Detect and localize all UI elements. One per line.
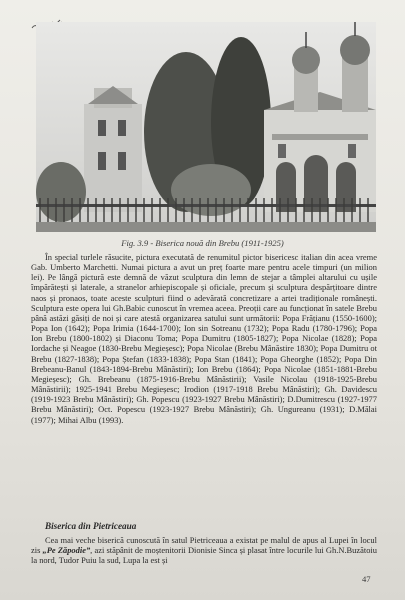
section-heading: Biserica din Pietriceaua [45,521,137,531]
paragraph: În special turlele răsucite, pictura executată de renumitul pictor bisericesc italian din acea vreme Gab. Umberto Marchetti. Numai pictura a avut un preț foarte mare pentru acele timpuri (un milion lei). Pe lângă pictură este demnă de văzut sculptura din lemn de stejar a tâmplei altarului cu ușile împărătești și laterale, a stranelor arhiepiscopale și oficiale, precum și sculptura despărțitoare dintre naos și pronaos, toate aceste sculpturi fiind o adevărată concretizare a artei tradiționale românești. Sculptura este opera lui Gh.Babic cunoscut în vremea aceea. Preoții care au funcționat în satele Brebu până astăzi găsiți de noi și care atestă organizarea satului sunt următorii: Popa Frățianu (1550-1600); Popa Ion (1642); Popa Irimia (1644-1700); Ion sin Sotreanu (1732); Popa Radu (1780-1796); Popa Ion Brebu (1800-1802) și Diaconu Toma; Popa Dumitru (1805-1827); Popa Nicolae (1828); Popa Iordache și Neagoe (1830-Brebu Megieșesc); Popa Nicolae (Brebu Mânăstire 1830); Popa Dumitru ot Brebu (1827-1838); Popa Ștefan (1833-1838); Popa Stan (1841); Popa Gheorghe (1852); Popa Din Brebeanu-Banul (1843-1894-Brebu Mânăstiri); Ion Brebu (1864); Popa Nicolae (1851-1881-Brebu Megieșesc); Gh. Brebeanu (1875-1916-Brebu Mânăstirii); Vasile Nicolau (1918-1925-Brebu Mânăstirii); 1925-1941 Brebu Megieșesc; Irodion (1917-1918 Brebu Mânăstiri); Gh. Davidescu (1919-1923 Brebu Mânăstiri); Gh. Popescu (1923-1927 Brebu Mânăstiri); D.Dumitrescu (1927-1977 Brebu Mânăstiri); Oct. Popescu (1923-1927 Brebu Mânăstiri); Gh. Ungureanu (1931); D.Mălai (1977); Mihai Albu (1993). [31,252,377,425]
main-text [31,252,377,425]
paragraph [31,535,377,565]
text-run: , azi stăpânit de moștenitorii Dionisie Sinca și plasat între locurile lui Gh.N.Buzătoiu la nord, Tudor Puiu la sud, Lupa la est și [31,545,377,566]
figure-caption: Fig. 3.9 - Biserica nouă din Brebu (1911-1925) [121,238,284,248]
section-text [31,535,377,565]
place-name: „Pe Zăpodie” [42,545,91,556]
page-number: 47 [362,574,371,584]
church-photo [36,22,376,232]
text-run: Cea mai veche biserică cunoscută în satul Pietriceaua a existat pe malul de apus al Lupei în locul zis [31,535,377,556]
